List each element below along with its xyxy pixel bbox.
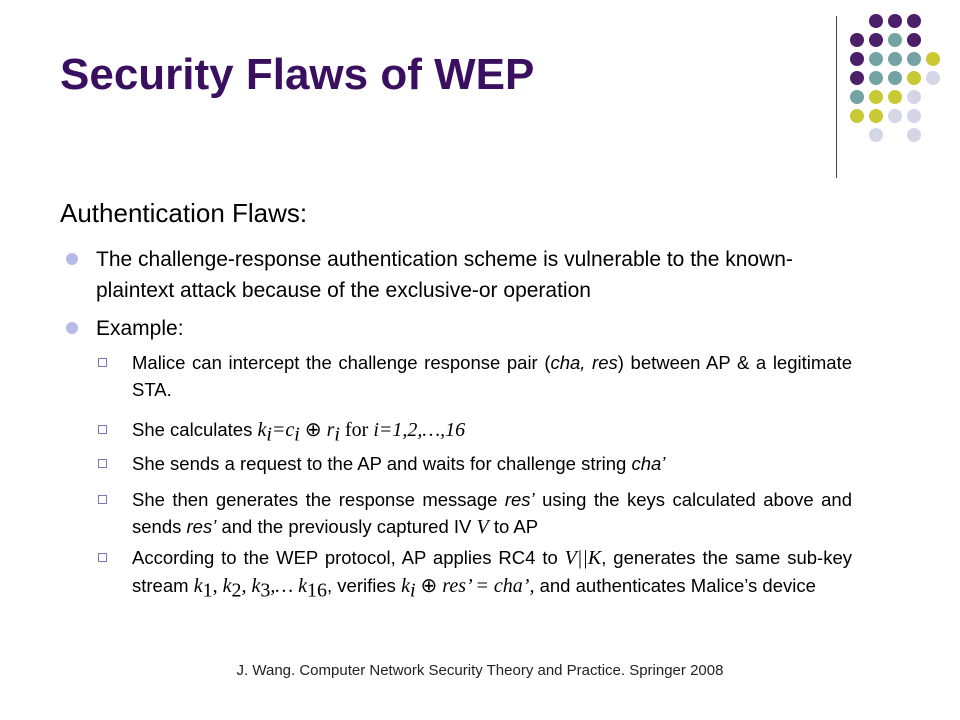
formula: , k [241, 575, 261, 597]
bullet-dot-icon [66, 253, 78, 265]
formula: 3 [260, 579, 271, 602]
decorative-dot [850, 90, 864, 104]
decorative-dot [869, 71, 883, 85]
square-bullet-icon [98, 553, 107, 562]
text: Malice can intercept the challenge response pair ( [132, 352, 551, 373]
formula: res’ = cha’, [442, 575, 535, 597]
divider-line [836, 16, 837, 178]
decorative-dot [926, 71, 940, 85]
text: She then generates the response message [132, 489, 505, 510]
formula: i [294, 423, 300, 446]
sub-bullet-item [132, 450, 852, 477]
decorative-dot [888, 14, 902, 28]
decorative-dot-grid [850, 14, 960, 164]
decorative-dot [869, 33, 883, 47]
decorative-dot [907, 52, 921, 66]
sub-bullet-item [132, 544, 852, 605]
sub-bullet-item [132, 349, 852, 403]
text: , generates the same sub-key stream [132, 547, 852, 596]
formula: k [401, 575, 410, 597]
formula: i=1,2,…,16 [373, 419, 466, 441]
decorative-dot [869, 52, 883, 66]
formula: 16 [307, 579, 328, 602]
footer-citation: J. Wang. Computer Network Security Theory and Practice. Springer 2008 [236, 662, 724, 679]
text: She calculates [132, 419, 258, 440]
formula: i [266, 423, 272, 446]
bullet-item [96, 313, 866, 344]
decorative-dot [850, 33, 864, 47]
xor-symbol: ⊕ [415, 575, 443, 597]
decorative-dot [907, 33, 921, 47]
formula: =c [271, 419, 295, 441]
formula: ,… k [270, 575, 308, 597]
text: using the keys calculated above and sends [132, 489, 852, 537]
formula: i [334, 423, 340, 446]
slide-title: Security Flaws of WEP [60, 50, 535, 99]
decorative-dot [869, 128, 883, 142]
decorative-dot [907, 14, 921, 28]
square-bullet-icon [98, 459, 107, 468]
var: V [476, 516, 489, 538]
square-bullet-icon [98, 495, 107, 504]
decorative-dot [869, 109, 883, 123]
decorative-dot [907, 90, 921, 104]
decorative-dot [850, 71, 864, 85]
formula: k [193, 575, 203, 597]
sub-bullet-item [132, 416, 852, 449]
subheading: Authentication Flaws: [60, 198, 308, 228]
text: She sends a request to the AP and waits for challenge string [132, 453, 632, 474]
bullet-item [96, 244, 866, 306]
text: , verifies [327, 575, 402, 596]
sub-bullet-item [132, 486, 852, 541]
text: and authenticates Malice’s device [534, 575, 816, 596]
text: and the previously captured IV [216, 516, 477, 537]
decorative-dot [888, 109, 902, 123]
decorative-dot [888, 33, 902, 47]
formula: r [326, 419, 335, 441]
decorative-dot [850, 52, 864, 66]
text: to AP [488, 516, 539, 537]
formula: 1 [202, 579, 213, 602]
square-bullet-icon [98, 425, 107, 434]
decorative-dot [907, 71, 921, 85]
xor-symbol: ⊕ [299, 419, 327, 441]
decorative-dot [869, 90, 883, 104]
decorative-dot [888, 90, 902, 104]
formula: 2 [231, 579, 242, 602]
formula: for [339, 419, 374, 441]
formula: i [409, 579, 416, 602]
var: V||K [564, 547, 602, 569]
text: ) between AP & a legitimate STA. [132, 352, 852, 400]
decorative-dot [926, 52, 940, 66]
formula: k [257, 419, 267, 441]
var: res’ [504, 489, 535, 510]
square-bullet-icon [98, 358, 107, 367]
var: cha’ [631, 453, 666, 474]
bullet-dot-icon [66, 322, 78, 334]
decorative-dot [850, 109, 864, 123]
bullet-text: Example: [96, 317, 184, 340]
bullet-text: The challenge-response authentication scheme is vulnerable to the known-plaintext attack because of the exclusive-or operation [96, 248, 793, 302]
decorative-dot [888, 71, 902, 85]
var: cha, res [550, 352, 618, 373]
text: According to the WEP protocol, AP applies RC4 to [132, 547, 565, 568]
decorative-dot [907, 109, 921, 123]
decorative-dot [888, 52, 902, 66]
formula: , k [212, 575, 232, 597]
decorative-dot [907, 128, 921, 142]
decorative-dot [869, 14, 883, 28]
var: res’ [186, 516, 217, 537]
